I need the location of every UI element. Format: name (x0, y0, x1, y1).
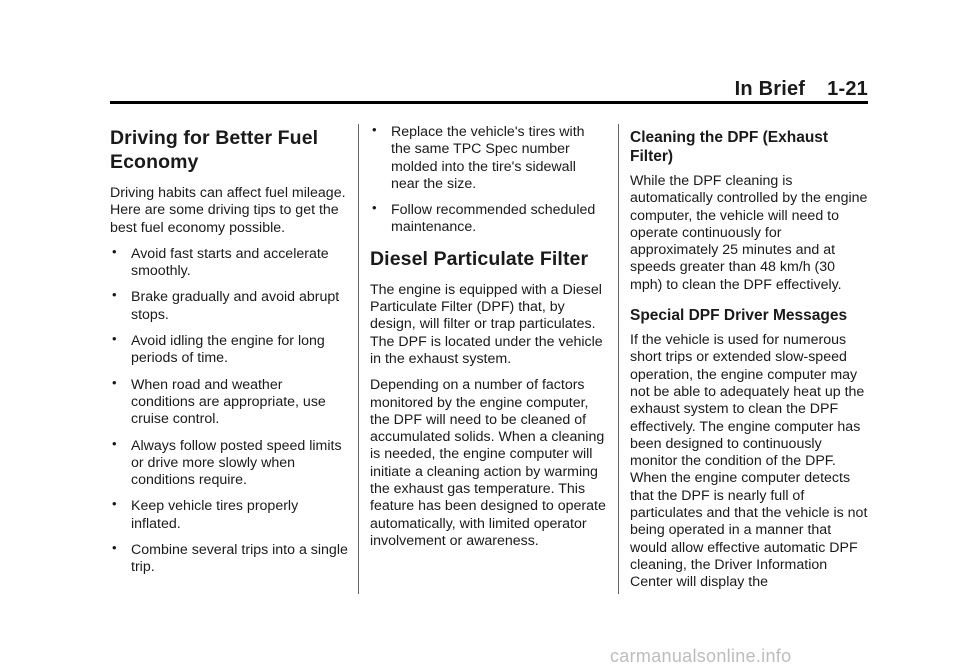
list-item (370, 202, 608, 237)
column-3 (630, 128, 870, 601)
dpf-messages-heading: Special DPF Driver Messages (630, 307, 848, 325)
cleaning-dpf-paragraph: While the DPF cleaning is automatically controlled by the engine computer, the vehicle will need to operate continuously for approximately 25 minutes and at speeds greater than 48 km/h (30 mph) to clean the DPF effectively. (630, 173, 868, 293)
bullet-icon: • (112, 496, 117, 512)
dpf-heading: Diesel Particulate Filter (370, 247, 589, 270)
header-rule (110, 101, 868, 104)
column-divider (358, 124, 359, 594)
cleaning-dpf-heading: Cleaning the DPF (Exhaust Filter) (630, 129, 829, 165)
watermark: carmanualsonline.info (610, 646, 792, 666)
tip-text: Keep vehicle tires properly inflated. (131, 498, 299, 532)
list-item (110, 498, 348, 533)
list-item (110, 333, 348, 368)
tip-text: When road and weather conditions are appropriate, use cruise control. (131, 376, 326, 428)
tip-text: Replace the vehicle's tires with the same TPC Spec number molded into the tire's sidewall near the size. (391, 124, 585, 192)
page-number: 1-21 (827, 78, 868, 100)
list-item (370, 124, 608, 193)
list-item (110, 435, 348, 490)
column-1 (110, 124, 348, 586)
bullet-icon: • (112, 435, 117, 451)
dpf-paragraph-1: The engine is equipped with a Diesel Particulate Filter (DPF) that, by design, will filter or trap particulates. The DPF is located under the vehicle in the exhaust system. (370, 281, 603, 367)
dpf-messages-paragraph: If the vehicle is used for numerous short trips or extended slow-speed operation, the engine computer may not be able to adequately heat up the exhaust system to clean the DPF effectively. The engine computer has been designed to continuously monitor the condition of the DPF. When the engine computer detects that the DPF is nearly full of particulates and that the vehicle is not being operated in a manner that would allow effective automatic DPF cleaning, the Driver Information Center will display the (630, 332, 868, 591)
tip-text: Follow recommended scheduled maintenance. (391, 202, 596, 236)
tip-text: Combine several trips into a single trip. (131, 542, 348, 576)
dpf-paragraph-2: Depending on a number of factors monitored by the engine computer, the DPF will need to be cleaned of accumulated solids. When a cleaning is needed, the engine computer will initiate a cleaning action by warming the exhaust gas temperature. This feature has been designed to operate automatically, with limited operator involvement or awareness. (370, 377, 606, 549)
fuel-economy-intro: Driving habits can affect fuel mileage. Here are some driving tips to get the best fuel economy possible. (110, 185, 346, 236)
fuel-tips-list (110, 243, 348, 577)
bullet-icon: • (112, 374, 117, 390)
fuel-tips-list-continued (370, 124, 608, 237)
list-item (110, 243, 348, 281)
bullet-icon: • (112, 287, 117, 303)
fuel-economy-heading: Driving for Better Fuel Economy (110, 127, 319, 173)
column-2 (370, 124, 608, 559)
list-item (110, 542, 348, 577)
list-item (110, 289, 348, 324)
bullet-icon: • (112, 540, 117, 556)
page-header (0, 78, 868, 101)
tip-text: Avoid idling the engine for long periods of time. (131, 333, 325, 367)
bullet-icon: • (112, 243, 117, 259)
bullet-icon: • (372, 122, 377, 137)
list-item (110, 374, 348, 429)
bullet-icon: • (372, 200, 377, 216)
section-title: In Brief (734, 78, 806, 100)
column-divider (618, 124, 619, 594)
tip-text: Avoid fast starts and accelerate smoothly. (131, 245, 329, 280)
tip-text: Always follow posted speed limits or drive more slowly when conditions require. (131, 437, 342, 489)
tip-text: Brake gradually and avoid abrupt stops. (131, 289, 340, 323)
bullet-icon: • (112, 331, 117, 347)
